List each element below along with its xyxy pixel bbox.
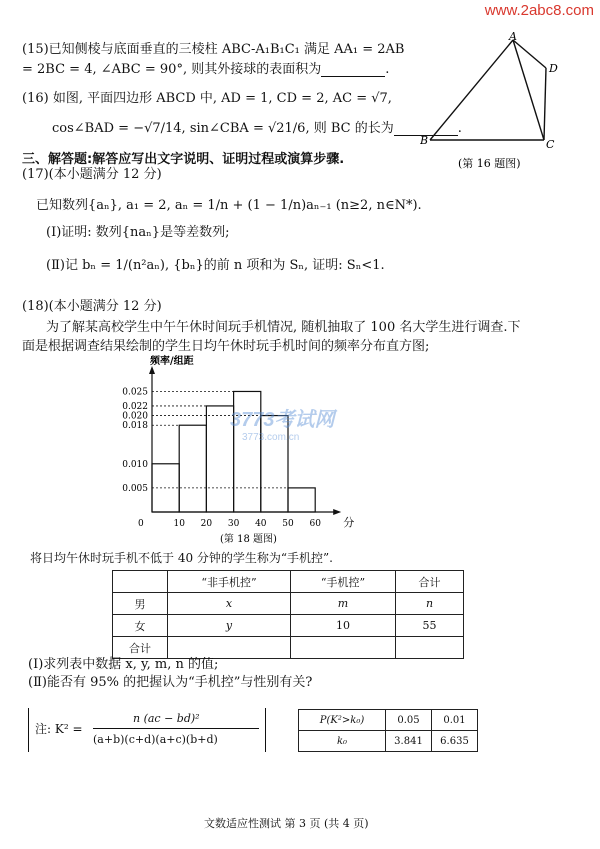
- vertex-label-b: B: [420, 134, 429, 147]
- page-footer: 文数适应性测试 第 3 页 (共 4 页): [204, 817, 369, 830]
- x-tick-label: 60: [309, 519, 321, 529]
- histogram-bar: [288, 488, 315, 512]
- q18-header: (18)(本小题满分 12 分): [22, 299, 162, 314]
- y-tick-label: 0.005: [122, 483, 148, 494]
- x-tick-label: 40: [255, 519, 267, 529]
- vertex-label-a: A: [509, 30, 517, 43]
- y-axis-label: 频率/组距: [150, 356, 194, 367]
- x-tick-label: 10: [173, 519, 185, 529]
- table-row: 合计: [113, 637, 464, 659]
- x-tick-label: 30: [227, 519, 240, 529]
- q17-given: 已知数列{aₙ}, a₁ = 2, aₙ = 1/n + (1 − 1/n)aₙ₋₁ (n≥2, n∈N*).: [36, 198, 422, 213]
- figure-16-caption: (第 16 题图): [458, 157, 521, 170]
- figure-16: [420, 30, 600, 190]
- answer-blank-15: [321, 64, 385, 77]
- vertex-label-c: C: [546, 138, 555, 151]
- histogram-chart: [120, 352, 440, 547]
- table-row: k₀ 3.841 6.635: [299, 731, 478, 752]
- y-tick-label: 0.022: [122, 401, 148, 412]
- q17-part1: (Ⅰ)证明: 数列{naₙ}是等差数列;: [46, 225, 230, 240]
- x-tick-label: 50: [282, 519, 294, 529]
- q17-part2: (Ⅱ)记 bₙ = 1/(n²aₙ), {bₙ}的前 n 项和为 Sₙ, 证明: Sₙ<1.: [46, 258, 385, 273]
- critical-value-table: [298, 709, 478, 752]
- q18-part1: (Ⅰ)求列表中数据 x, y, m, n 的值;: [28, 657, 219, 672]
- table-row: 男 x m n: [113, 593, 464, 615]
- contingency-table: [112, 570, 464, 659]
- histogram-caption: (第 18 题图): [220, 534, 277, 545]
- overlay-url: 3773.com.cn: [242, 432, 300, 443]
- q15-line1: (15)已知侧棱与底面垂直的三棱柱 ABC-A₁B₁C₁ 满足 AA₁ = 2AB: [22, 42, 405, 57]
- x-axis-arrow: [333, 509, 341, 515]
- y-tick-label: 0.020: [122, 411, 148, 422]
- vertex-label-d: D: [549, 62, 558, 75]
- y-tick-label: 0.018: [122, 421, 148, 432]
- q18-intro-1: 为了解某高校学生中午午休时间玩手机情况, 随机抽取了 100 名大学生进行调查.下: [46, 320, 521, 335]
- y-tick-label: 0.010: [122, 459, 148, 470]
- watermark: www.2abc8.com: [484, 2, 594, 19]
- formula-note: 注: K² = n (ac − bd)² (a+b)(c+d)(a+c)(b+d): [28, 708, 266, 752]
- y-tick-label: 0.025: [122, 387, 148, 398]
- table-row: P(K²>k₀) 0.05 0.01: [299, 710, 478, 731]
- q16-line2: cos∠BAD = −√7/14, sin∠CBA = √21/6, 则 BC 的长为 .: [52, 121, 462, 136]
- q17-header: (17)(本小题满分 12 分): [22, 167, 162, 182]
- q15-line2: = 2BC = 4, ∠ABC = 90°, 则其外接球的表面积为 .: [22, 62, 390, 77]
- section-3-heading: 三、解答题:解答应写出文字说明、证明过程或演算步骤.: [22, 152, 345, 167]
- x-tick-label: 0: [138, 519, 144, 529]
- q18-definition: 将日均午休时玩手机不低于 40 分钟的学生称为“手机控”.: [30, 551, 333, 565]
- q16-line1: (16) 如图, 平面四边形 ABCD 中, AD = 1, CD = 2, AC = √7,: [22, 91, 392, 106]
- histogram-bar: [179, 425, 206, 512]
- y-axis-arrow: [149, 366, 155, 374]
- overlay-logo: 3773考试网: [230, 409, 335, 431]
- x-axis-label: 分: [343, 516, 355, 529]
- table-row: “非手机控” “手机控” 合计: [113, 571, 464, 593]
- x-tick-label: 20: [200, 519, 213, 529]
- table-row: 女 y 10 55: [113, 615, 464, 637]
- q18-part2: (Ⅱ)能否有 95% 的把握认为“手机控”与性别有关?: [28, 675, 313, 690]
- q18-intro-2: 面是根据调查结果绘制的学生日均午休时玩手机时间的频率分布直方图;: [22, 339, 430, 354]
